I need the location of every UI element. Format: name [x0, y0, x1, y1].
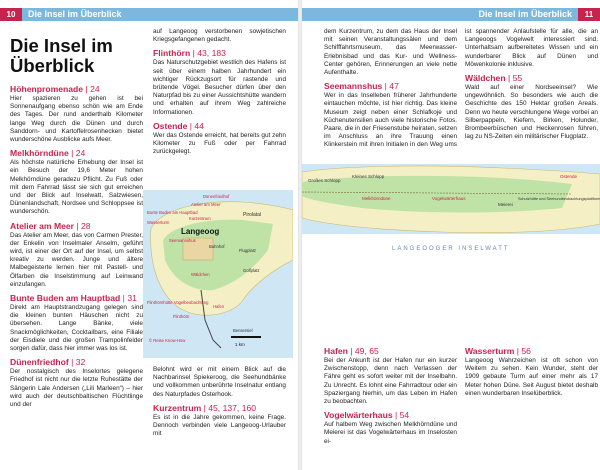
col4-sections	[465, 73, 598, 141]
map-label-grosses-schlopp: Großes Schlopp	[308, 178, 341, 183]
section-title: Wasserturm	[465, 346, 515, 356]
col3-sections	[324, 81, 457, 158]
section-text: Langeoog Wahrzeichen ist oft schon von Weitem zu sehen. Kein Wunder, steht der 1909 gebaute Turm auf einer mehr als 17 Meter hohen Düne. Seit August bietet deshalb einen wunderbaren Inselüberblick.	[465, 357, 598, 397]
col2-bottom-sections	[153, 403, 286, 439]
section-title: Bunte Buden am Hauptbad	[10, 293, 121, 304]
chapter-title: Die Insel im Überblick	[10, 35, 113, 76]
section-separator: |	[187, 120, 195, 131]
map-label-seemannshus: Seemannshus	[169, 238, 196, 243]
page-number-right: 11	[578, 8, 600, 21]
section-text: Bei der Ankunft ist der Hafen nur ein kurzer Zwischenstopp, denn nach Verlassen der Fähre geht es sofort weiter mit der Inselbahn. Zu Unrecht. Es lohnt eine Fahrradtour oder ein Spaziergang hierhin, um das Leben im Hafen zu beobachten.	[324, 357, 457, 406]
map-label-waeldchen: Wäldchen	[191, 272, 210, 277]
col4-continuation: ist spannender Anlaufstelle für alle, die an Langeoogs Vogelwelt interessiert sind. Unterhaltsam aufbereitetes Wissen und ein wunderbarer Blick auf Dünen und Möwenkolonie inklusive.	[465, 28, 598, 68]
section-text: Das Atelier am Meer, das von Carmen Prester, der Enkelin von Inselmaler Anselm, geführt wird, ist einer der Ort auf der Insel, um selbst kreativ zu werden. Junge und ältere Malbegeisterte lernen hier mit Pastell- und Ölfarben die Inselstimmung auf Leinwand einzufangen.	[10, 231, 143, 288]
section-title: Melkhörndüne	[10, 148, 69, 159]
section-text: Direkt am Hauptstrandzugang gelegen sind die kleinen bunten Häuschen nicht zu übersehen. Lange Bänke, viele Snackmöglichkeiten, Cocktailbars, eine Filiale der Eisdiele und die großen Trampolinfelder sorgen dafür, dass hier immer was los ist.	[10, 304, 143, 353]
section-separator: |	[74, 220, 82, 231]
right-page	[302, 0, 600, 470]
section-title: Flinthörn	[153, 48, 191, 59]
map-label-bunte-buden: Bunte Buden am Hauptbad	[147, 210, 198, 215]
left-column-1	[10, 28, 143, 411]
section-text: Wald auf einer Nordseeinsel? Wie ungewöhnlich. So besonders wie auch die Geschichte des 150 Hektar großen Areals. Denn wo heute verschlungene Wege vorbei an Silberpappeln, Kiefern, Birken, Holunder, Brombeerbüschen und Heckenrosen führen, lag zu NS-Zeiten ein militärischer Flugplatz.	[465, 84, 598, 141]
section-heading	[153, 121, 286, 131]
section-page-ref: 49, 65	[354, 346, 379, 356]
map-label-kleines-schlopp: Kleines Schlopp	[352, 174, 385, 179]
section-page-ref: 24	[90, 84, 100, 94]
map-west	[143, 190, 293, 358]
col3-continuation: dem Kurzentrum, zu dem das Haus der Insel mit seinen Veranstaltungssälen und dem Schifffahrtsmuseum, das Meerwasser-Erlebnisbad und das Kur- und Wellness-Center gehören, Erinnerungen an viele nette Aufenthalte.	[324, 28, 457, 77]
map-label-meierei: Meierei	[498, 202, 513, 207]
left-column-2	[153, 28, 286, 158]
right-column-1	[324, 28, 457, 160]
section-text: Wer das Ostende erreicht, hat bereits gut zehn Kilometer zu Fuß oder per Fahrrad zurückgelegt.	[153, 131, 286, 156]
section-title: Höhenpromenade	[10, 84, 84, 94]
section-heading	[324, 346, 457, 356]
map-label-wasserturm: Wasserturm	[147, 220, 170, 225]
section-title: Kurzentrum	[153, 402, 202, 413]
section-page-ref: 31	[127, 293, 137, 304]
section-heading	[324, 410, 457, 420]
section-title: Ostende	[153, 120, 188, 131]
map-label-golfplatz: Golfplatz	[243, 268, 260, 273]
left-page	[0, 0, 298, 470]
map-label-atelier: Atelier am Meer	[191, 202, 221, 207]
running-head-left: Die Insel im Überblick	[28, 9, 122, 19]
section-separator: |	[382, 81, 390, 92]
section-text: Auf halbem Weg zwischen Melkhörndüne und Meierei ist das Vogelwärterhaus im Inselosten ei-	[324, 421, 457, 445]
section-text: Als höchste natürliche Erhebung der Insel ist ein Besuch der 19,6 Meter hohen Melkhörndüne geradezu Pflicht. Zu Fuß oder mit dem Fahrrad lässt sie sich gut erreichen und der Blick auf Inselwatt, Salzwiesen, Dünenlandschaft, Nordsee und Schloppsee ist wunderschön.	[10, 159, 143, 216]
right-column-2-bottom	[465, 342, 598, 400]
map-label-ostende: Ostende	[560, 174, 578, 179]
section-text: Es ist in die Jahre gekommen, keine Frage. Dennoch verbinden viele Langeoog-Urlauber mit	[153, 413, 286, 438]
section-page-ref: 44	[194, 120, 204, 131]
col1-sections	[10, 84, 143, 409]
section-page-ref: 45, 137, 160	[208, 402, 257, 413]
section-separator: |	[68, 357, 76, 368]
section-title: Wäldchen	[465, 73, 506, 84]
section-separator: |	[120, 293, 128, 304]
col2-sections	[153, 48, 286, 156]
section-heading	[465, 73, 598, 83]
section-heading	[10, 293, 143, 303]
right-column-2	[465, 28, 598, 143]
section-page-ref: 32	[75, 357, 86, 368]
section-page-ref: 54	[399, 410, 410, 421]
section-title: Hafen	[324, 346, 348, 356]
map-label-inselwatt: LANGEOOGER INSELWATT	[392, 246, 510, 252]
section-heading	[465, 346, 598, 356]
section-separator: |	[392, 410, 400, 421]
section-heading	[10, 221, 143, 231]
map-label-duenenfriedhof: Dünenfriedhof	[203, 194, 230, 199]
section-title: Vogelwärterhaus	[324, 410, 393, 421]
section-separator: |	[514, 346, 522, 356]
map-scale-label: 1 km	[235, 342, 245, 347]
section-separator: |	[68, 148, 76, 159]
map-label-pirolatal: Pirolatal	[243, 212, 262, 218]
map-label-melkhoerndune: Melkhörndüne	[362, 196, 391, 201]
section-title: Dünenfriedhof	[10, 357, 69, 368]
running-head-right: Die Insel im Überblick	[478, 9, 572, 19]
section-heading	[153, 403, 286, 413]
section-separator: |	[83, 84, 91, 94]
section-heading	[10, 84, 143, 94]
left-column-2-bottom	[153, 366, 286, 440]
map-label-kurzentrum: Kurzentrum	[189, 216, 211, 221]
section-title: Atelier am Meer	[10, 220, 75, 231]
section-text: Der nostalgisch des Inselortes gelegene Friedhof ist nicht nur die letzte Ruhestätte der Sängerin Lale Andersen („Lili Marleen“) – hier wird auch der deutschbaltischen Flüchtlinge und der	[10, 368, 143, 409]
col3-bottom-sections	[324, 346, 457, 446]
section-separator: |	[190, 48, 198, 59]
col2-bottom-text: Belohnt wird er mit einem Blick auf die Nachbarinsel Spiekeroog, die Seehundbänke und vollkommen unberührte Inselnatur entlang des Naturpfades Osterhook.	[153, 366, 286, 398]
map-label-flinthoernhuette: Flinthörnhütte Vogelbeobachtung	[147, 300, 209, 305]
right-column-1-bottom	[324, 342, 457, 448]
header-band-left	[0, 8, 298, 21]
section-text: Hier spazieren zu gehen ist bei Sonnenaufgang ebenso schön wie am Ende des Tages. Der rund anderthalb Kilometer lange Weg durch die Dünen und durch Sanddorn- und Kartoffelrosenhecken bietet wunderschöne Ausblicke aufs Meer.	[10, 95, 143, 144]
map-label-flinthoern: Flinthörn	[173, 314, 190, 319]
section-heading	[153, 48, 286, 58]
section-heading	[10, 357, 143, 367]
map-label-flugplatz: Flugplatz	[239, 248, 256, 253]
section-separator: |	[201, 402, 209, 413]
section-page-ref: 28	[81, 220, 91, 231]
section-page-ref: 47	[389, 81, 399, 92]
header-band-right	[302, 8, 600, 21]
section-heading	[324, 81, 457, 91]
section-title: Seemannshus	[324, 81, 383, 92]
map-credit: © Reise Know-How	[149, 338, 186, 343]
page-number-left: 10	[0, 8, 22, 21]
section-page-ref: 55	[512, 73, 523, 84]
section-page-ref: 43, 183	[197, 48, 226, 59]
section-text: Wer in das Inselleben früherer Jahrhunderte eintauchen möchte, ist hier richtig. Das kleine Museum zeigt neben einer Schlafkoje und Küchenutensilien auch viele historische Fotos. Paare, die in der Friesenstube heiraten, setzen im Anschluss an ihre Trauung einen Klinkerstein mit ihren Initialen in den Weg ums	[324, 92, 457, 149]
map-label-bahnhof: Bahnhof	[209, 244, 225, 249]
section-page-ref: 56	[521, 346, 531, 356]
map-label-schutzhuette: Schutzhütte und Seehundbeobachtungsplattform	[518, 197, 600, 201]
section-text: Das Naturschutzgebiet westlich des Hafens ist seit über einem halben Jahrhundert ein wichtiger Rückzugsort für rastende und brütende Vögel. Besucher dürfen über den Naturpfad bis zu einer Aussichtshütte wandern und erhalten auf ihrem Weg zahlreiche Informationen.	[153, 59, 286, 116]
section-separator: |	[505, 73, 513, 84]
map-label-bensersiel: Bensersiel	[233, 328, 253, 333]
col4-bottom-sections	[465, 346, 598, 398]
col2-continuation: auf Langeoog verstorbenen sowjetischen Kriegsgefangenen gedacht.	[153, 28, 286, 44]
map-scale-bar	[231, 336, 261, 338]
map-label-vogelwaerterhaus: Vogelwärterhaus	[432, 196, 466, 201]
section-page-ref: 24	[75, 148, 86, 159]
map-label-hafen: Hafen	[213, 304, 225, 309]
map-town-label: Langeoog	[181, 227, 220, 236]
section-separator: |	[347, 346, 355, 356]
map-east	[302, 148, 600, 318]
section-heading	[10, 148, 143, 158]
